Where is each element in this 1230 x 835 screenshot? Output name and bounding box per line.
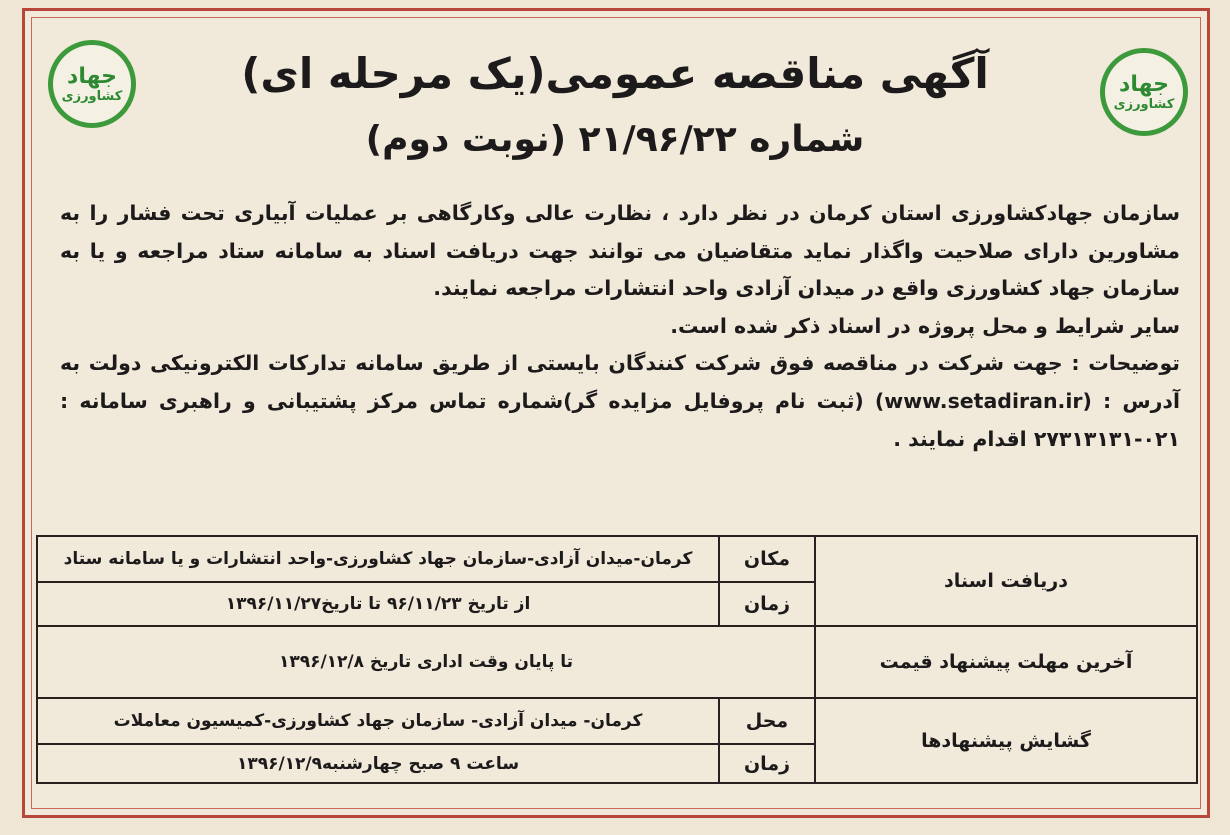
jahad-logo-right: [1100, 48, 1188, 136]
schedule-table: [36, 535, 1198, 784]
deadline-label: آخرین مهلت پیشنهاد قیمت: [815, 626, 1197, 698]
body-paragraph-1: سازمان جهادکشاورزی استان کرمان در نظر دارد ، نظارت عالی وکارگاهی بر عملیات آبیاری تحت فشار را به مشاورین دارای صلاحیت واگذار نماید متقاضیان می توانند جهت دریافت اسناد به سامانه ستاد مراجعه و یا به سازمان جهاد کشاورزی واقع در میدان آزادی واحد انتشارات مراجعه نمایند.: [60, 201, 1180, 301]
opening-place-label: محل: [719, 698, 815, 744]
receive-time-value: از تاریخ ۹۶/۱۱/۲۳ تا تاریخ۱۳۹۶/۱۱/۲۷: [37, 582, 719, 626]
notice-title: آگهی مناقصه عمومی(یک مرحله ای): [241, 49, 989, 98]
deadline-value: تا پایان وقت اداری تاریخ ۱۳۹۶/۱۲/۸: [37, 626, 815, 698]
opening-time-label: زمان: [719, 744, 815, 783]
table-row: [37, 626, 1197, 698]
table-row: [37, 536, 1197, 582]
logo-text-2: کشاورزی: [61, 88, 123, 104]
opening-place-value: کرمان- میدان آزادی- سازمان جهاد کشاورزی-کمیسیون معاملات: [37, 698, 719, 744]
jahad-logo-left: [48, 40, 136, 128]
logo-text-1: جهاد: [67, 63, 117, 89]
receive-time-label: زمان: [719, 582, 815, 626]
notice-number: شماره ۲۱/۹۶/۲۲ (نوبت دوم): [365, 119, 865, 160]
receive-docs-label: دریافت اسناد: [815, 536, 1197, 626]
logo-text-1: جهاد: [1119, 71, 1169, 97]
body-paragraph-3: توضیحات : جهت شرکت در مناقصه فوق شرکت کنندگان بایستی از طریق سامانه تدارکات الکترونیکی دولت به آدرس : (www.setadiran.ir) (ثبت نام پروفایل مزایده گر)شماره تماس مرکز پشتیبانی و راهبری سامانه : ۰۲۱-۲۷۳۱۳۱۳۱ اقدام نمایند .: [60, 351, 1180, 451]
table-row: [37, 698, 1197, 744]
opening-label: گشایش پیشنهادها: [815, 698, 1197, 783]
notice-body: [60, 195, 1180, 458]
body-paragraph-2: سایر شرایط و محل پروژه در اسناد ذکر شده است.: [670, 313, 1180, 338]
logo-text-2: کشاورزی: [1113, 96, 1175, 112]
receive-place-label: مکان: [719, 536, 815, 582]
receive-place-value: کرمان-میدان آزادی-سازمان جهاد کشاورزی-واحد انتشارات و یا سامانه ستاد: [37, 536, 719, 582]
opening-time-value: ساعت ۹ صبح چهارشنبه۱۳۹۶/۱۲/۹: [37, 744, 719, 783]
